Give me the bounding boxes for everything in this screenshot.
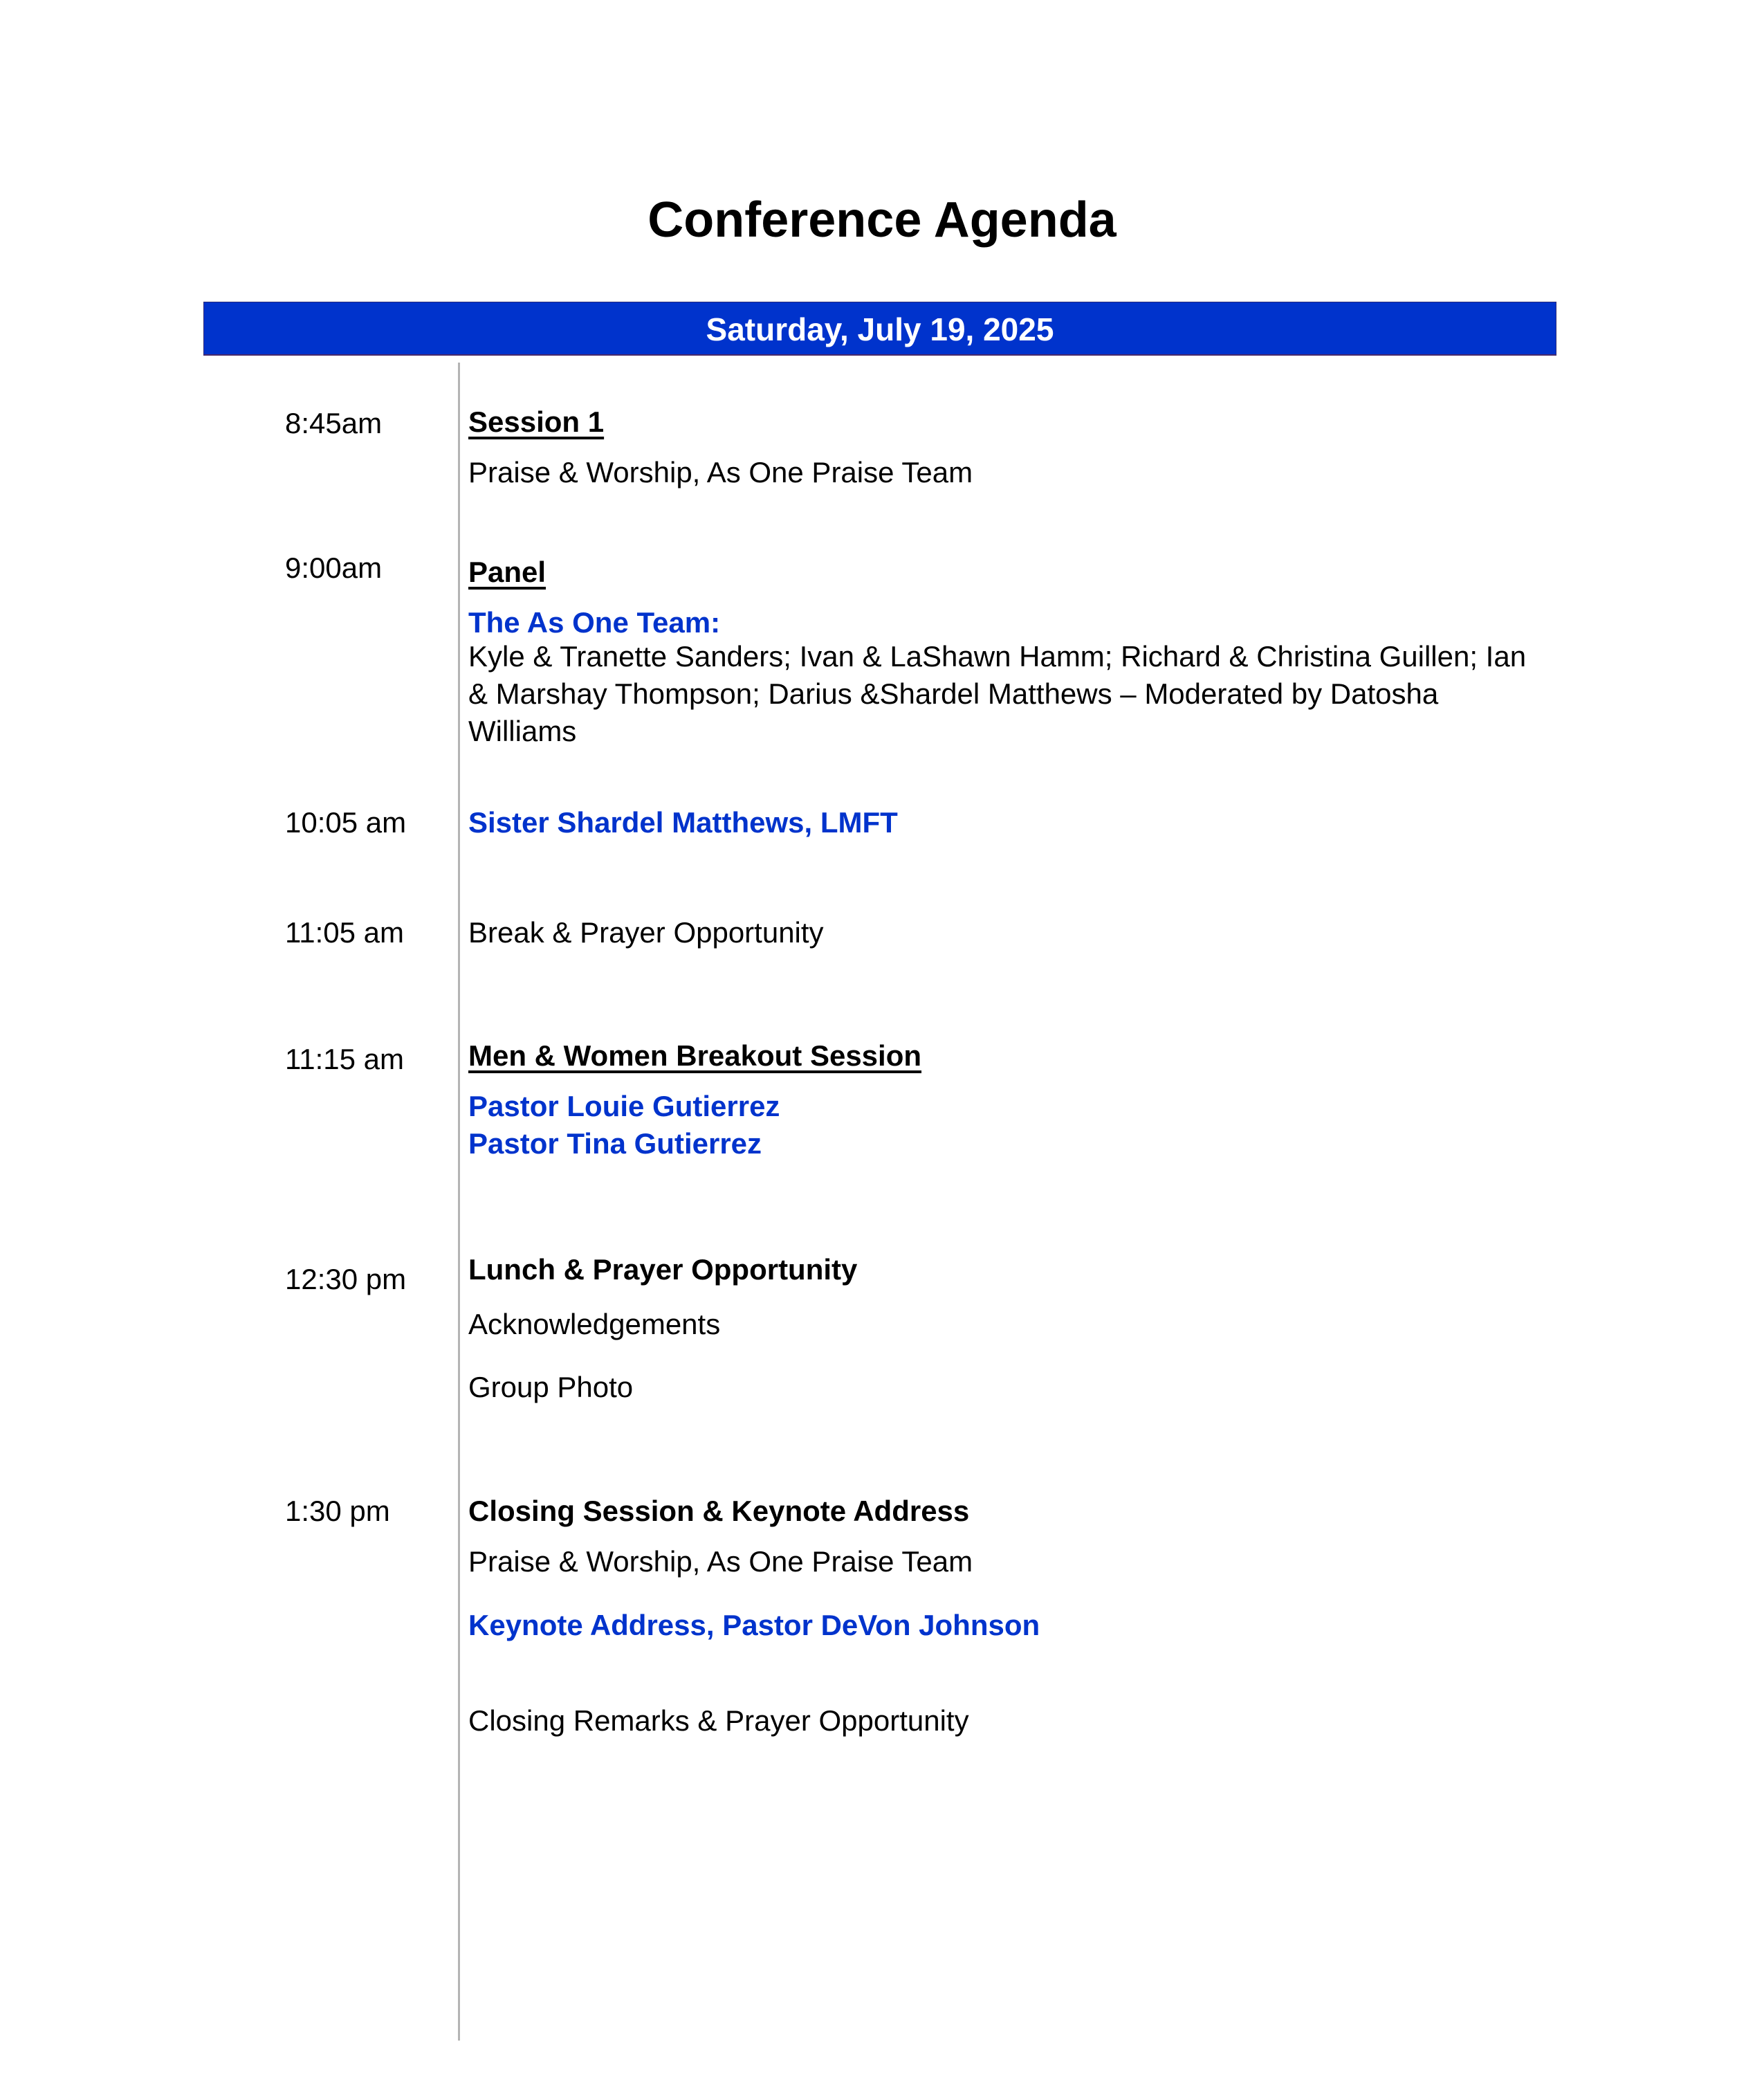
- time-slot-1115: 11:15 am: [285, 1043, 404, 1075]
- speaker-louie-gutierrez: Pastor Louie Gutierrez: [468, 1090, 780, 1122]
- session-1-heading: Session 1: [468, 405, 605, 438]
- keynote-speaker: Keynote Address, Pastor DeVon Johnson: [468, 1609, 1040, 1641]
- panel-description: Kyle & Tranette Sanders; Ivan & LaShawn Hamm; Richard & Christina Guillen; Ian & Marshay Thompson; Darius &Shardel Matthews – Moderated by Datosha Williams: [468, 640, 1527, 747]
- breakout-heading: Men & Women Breakout Session: [468, 1039, 922, 1072]
- panel-heading: Panel: [468, 556, 546, 588]
- speaker-shardel-matthews: Sister Shardel Matthews, LMFT: [468, 806, 898, 839]
- acknowledgements-text: Acknowledgements: [468, 1308, 721, 1340]
- closing-session-heading: Closing Session & Keynote Address: [468, 1495, 970, 1527]
- closing-worship-text: Praise & Worship, As One Praise Team: [468, 1545, 973, 1578]
- timeline-divider: [458, 363, 460, 2041]
- time-slot-1005: 10:05 am: [285, 806, 407, 839]
- date-header-bar: Saturday, July 19, 2025: [203, 302, 1556, 356]
- lunch-heading: Lunch & Prayer Opportunity: [468, 1253, 858, 1286]
- speaker-tina-gutierrez: Pastor Tina Gutierrez: [468, 1127, 762, 1160]
- time-slot-1105: 11:05 am: [285, 916, 404, 949]
- panel-team-label: The As One Team:: [468, 606, 721, 639]
- break-prayer-text: Break & Prayer Opportunity: [468, 916, 824, 949]
- time-slot-1330: 1:30 pm: [285, 1495, 390, 1527]
- page-title: Conference Agenda: [647, 192, 1117, 248]
- time-slot-0900: 9:00am: [285, 551, 383, 584]
- closing-remarks-text: Closing Remarks & Prayer Opportunity: [468, 1704, 969, 1737]
- time-slot-1230: 12:30 pm: [285, 1263, 407, 1295]
- session-1-detail: Praise & Worship, As One Praise Team: [468, 456, 973, 489]
- time-slot-0845: 8:45am: [285, 407, 383, 439]
- group-photo-text: Group Photo: [468, 1371, 634, 1403]
